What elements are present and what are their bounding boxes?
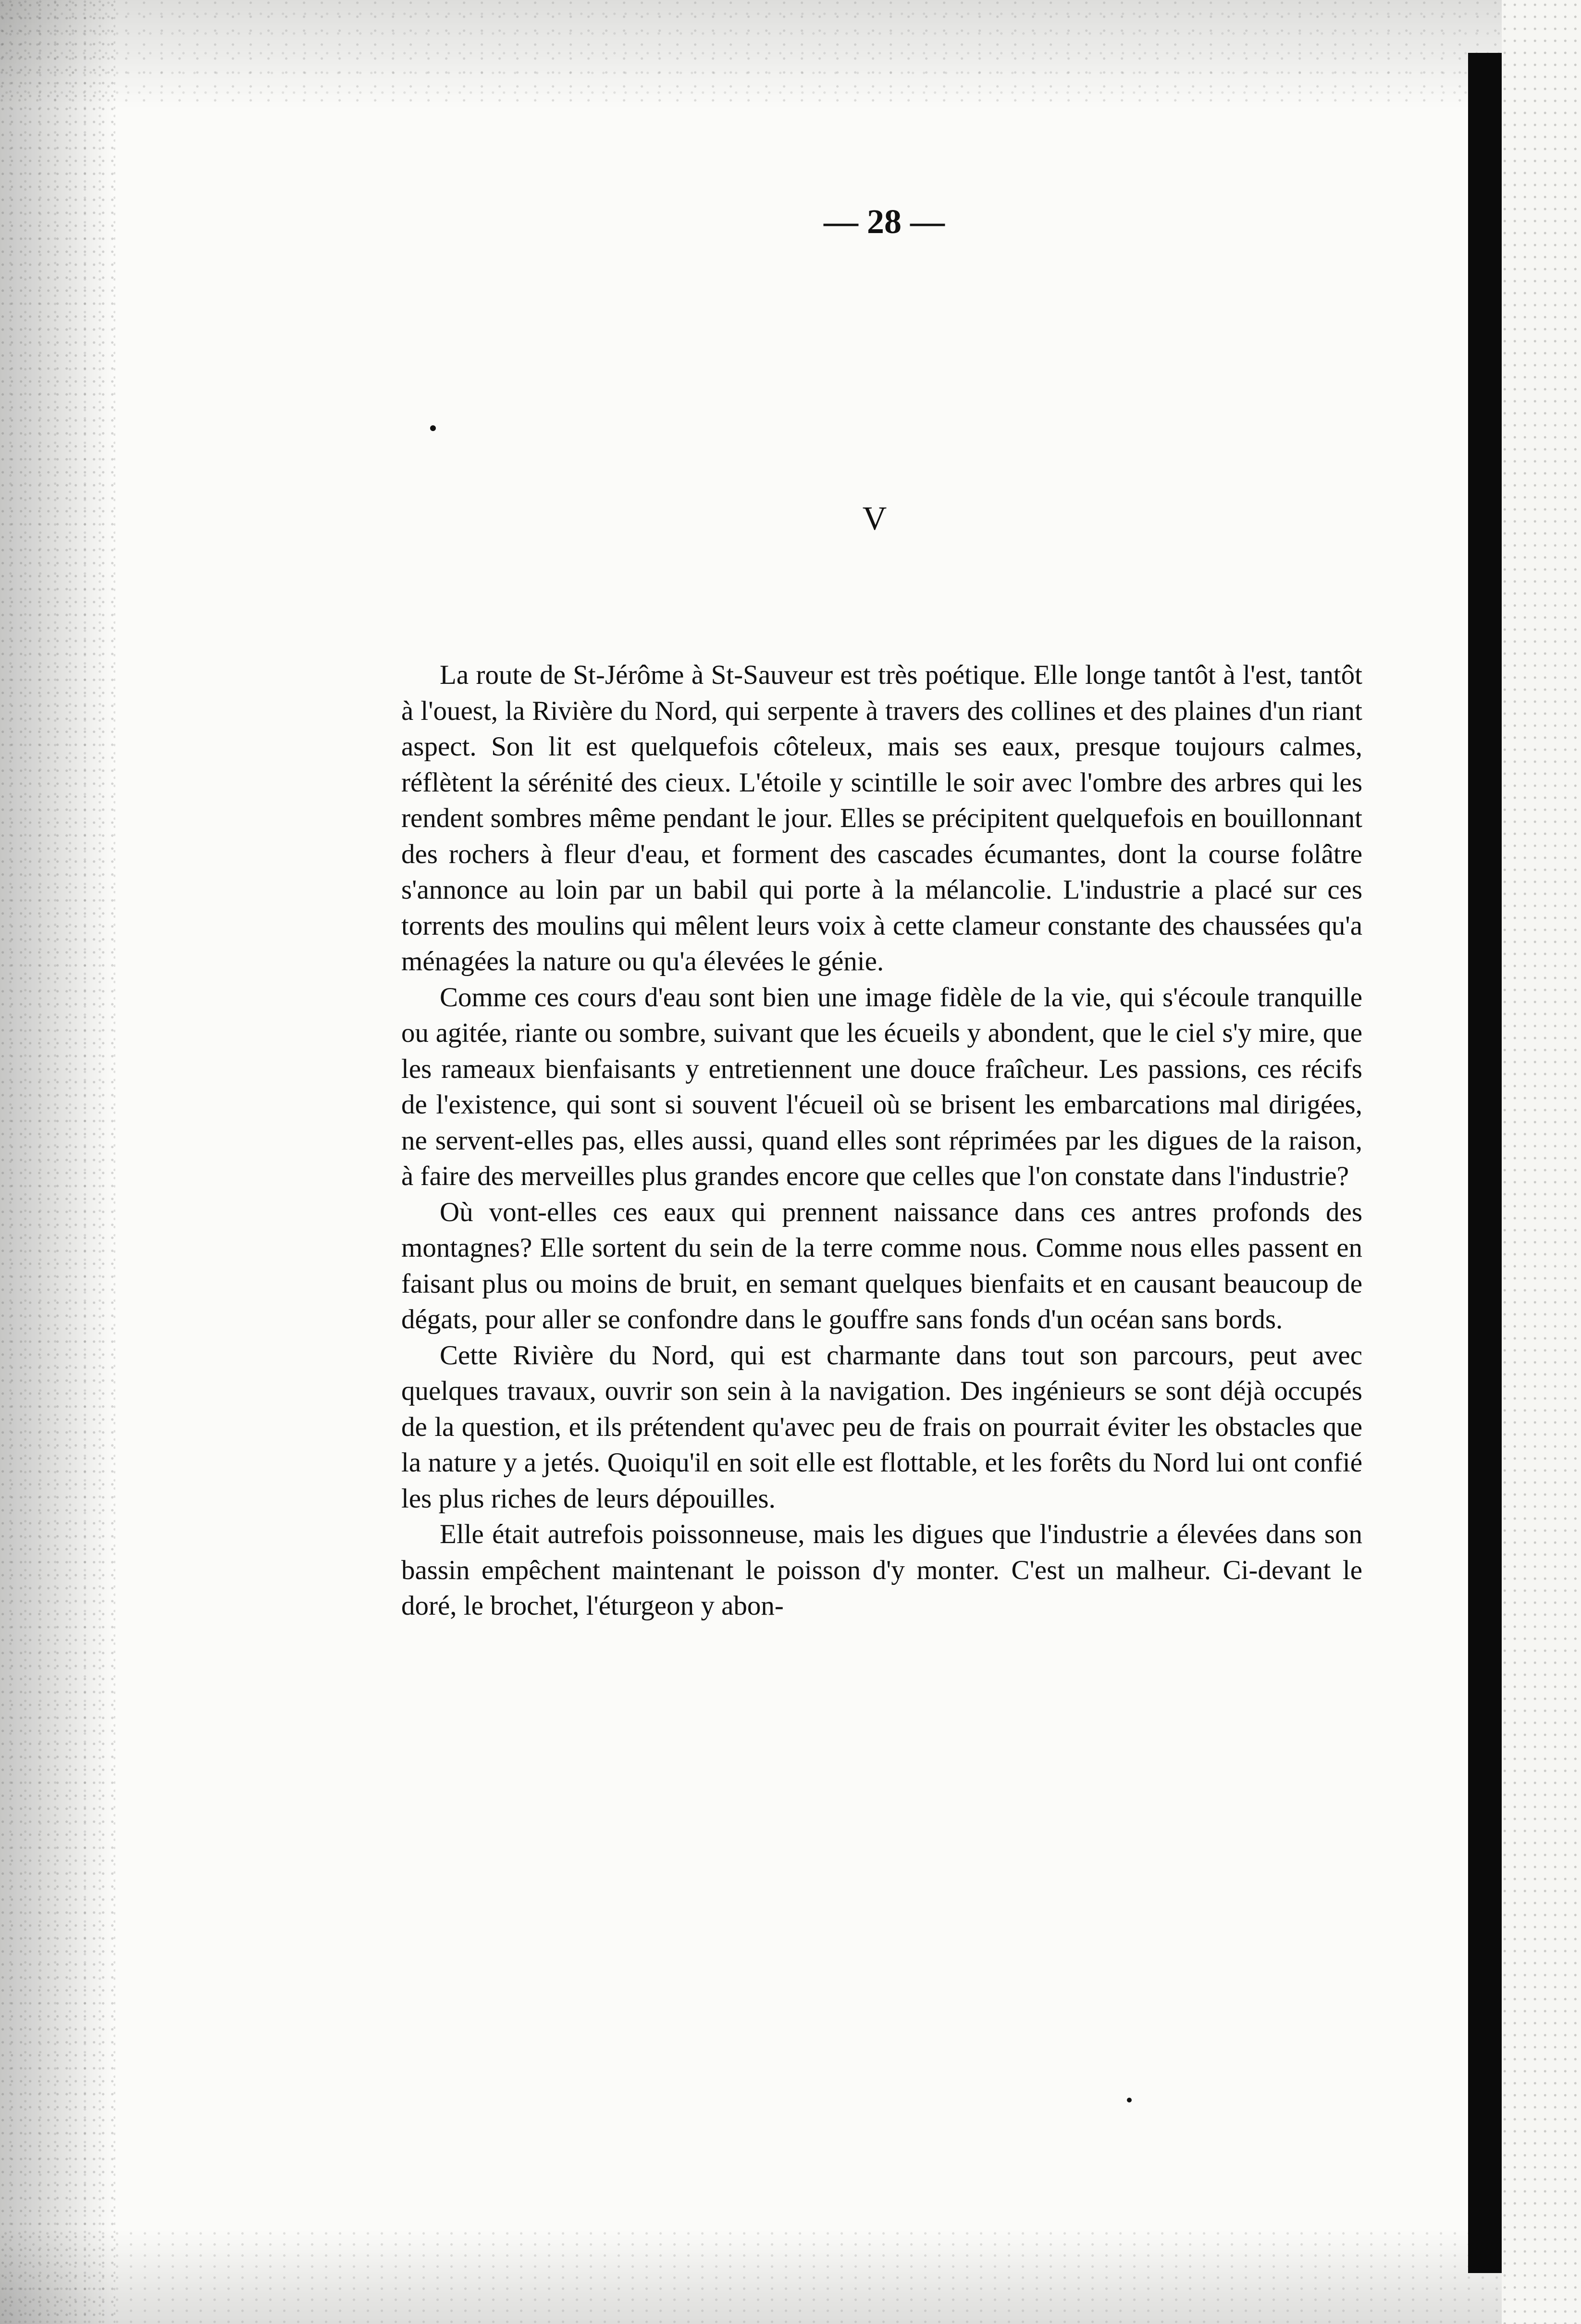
paragraph: Comme ces cours d'eau sont bien une image fidèle de la vie, qui s'écoule tranquille ou agitée, riante ou sombre, suivant que les écueils y abondent, que le ciel s'y mire, que les rameaux bienfaisants y entretiennent une douce fraîcheur. Les passions, ces récifs de l'existence, qui sont si souvent l'écueil où se brisent les embarcations mal dirigées, ne servent-elles pas, elles aussi, quand elles sont réprimées par les digues de la raison, à faire des merveilles plus grandes encore que celles que l'on constate dans l'industrie? <box>401 982 1362 1191</box>
scan-noise-bottom <box>0 2228 1581 2324</box>
ink-speck <box>430 425 436 431</box>
paragraph: Cette Rivière du Nord, qui est charmante dans tout son parcours, peut avec quelques travaux, ouvrir son sein à la navigation. Des ingénieurs se sont déjà occupés de la question, et ils prétendent qu'avec peu de frais on pourrait éviter les obstacles que la nature y a jetés. Quoiqu'il en soit elle est flottable, et les forêts du Nord lui ont confié les plus riches de leurs dépouilles. <box>401 1340 1362 1514</box>
scan-noise-right <box>1502 0 1581 2324</box>
scan-noise-top <box>0 0 1581 111</box>
chapter-numeral: V <box>862 500 887 537</box>
binding-shadow-bar <box>1468 53 1502 2273</box>
paragraph: La route de St-Jérôme à St-Sauveur est très poétique. Elle longe tantôt à l'est, tantôt à l'ouest, la Rivière du Nord, qui serpente à travers des collines et des plaines d'un riant aspect. Son lit est quelquefois côteleux, mais ses eaux, presque toujours calmes, réflètent la sérénité des cieux. L'étoile y scintille le soir avec l'ombre des arbres qui les rendent sombres même pendant le jour. Elles se précipitent quelquefois en bouillonnant des rochers à fleur d'eau, et forment des cascades écumantes, dont la course folâtre s'annonce au loin par un babil qui porte à la mélancolie. L'industrie a placé sur ces torrents des moulins qui mêlent leurs voix à cette clameur constante des chaussées qu'a ménagées la nature ou qu'a élevées le génie. <box>401 660 1362 977</box>
paragraph: Où vont-elles ces eaux qui prennent naissance dans ces antres profonds des montagnes? Elle sortent du sein de la terre comme nous. Comme nous elles passent en faisant plus ou moins de bruit, en semant quelques bienfaits et en causant beaucoup de dégats, pour aller se confondre dans le gouffre sans fonds d'un océan sans bords. <box>401 1197 1362 1335</box>
body-text <box>401 657 1362 1624</box>
page-number: — 28 — <box>824 202 945 241</box>
ink-speck <box>1127 2098 1132 2102</box>
scan-noise-left <box>0 0 115 2324</box>
paragraph: Elle était autrefois poissonneuse, mais les digues que l'industrie a élevées dans son bassin empêchent maintenant le poisson d'y monter. C'est un malheur. Ci-devant le doré, le brochet, l'éturgeon y abon- <box>401 1519 1362 1621</box>
